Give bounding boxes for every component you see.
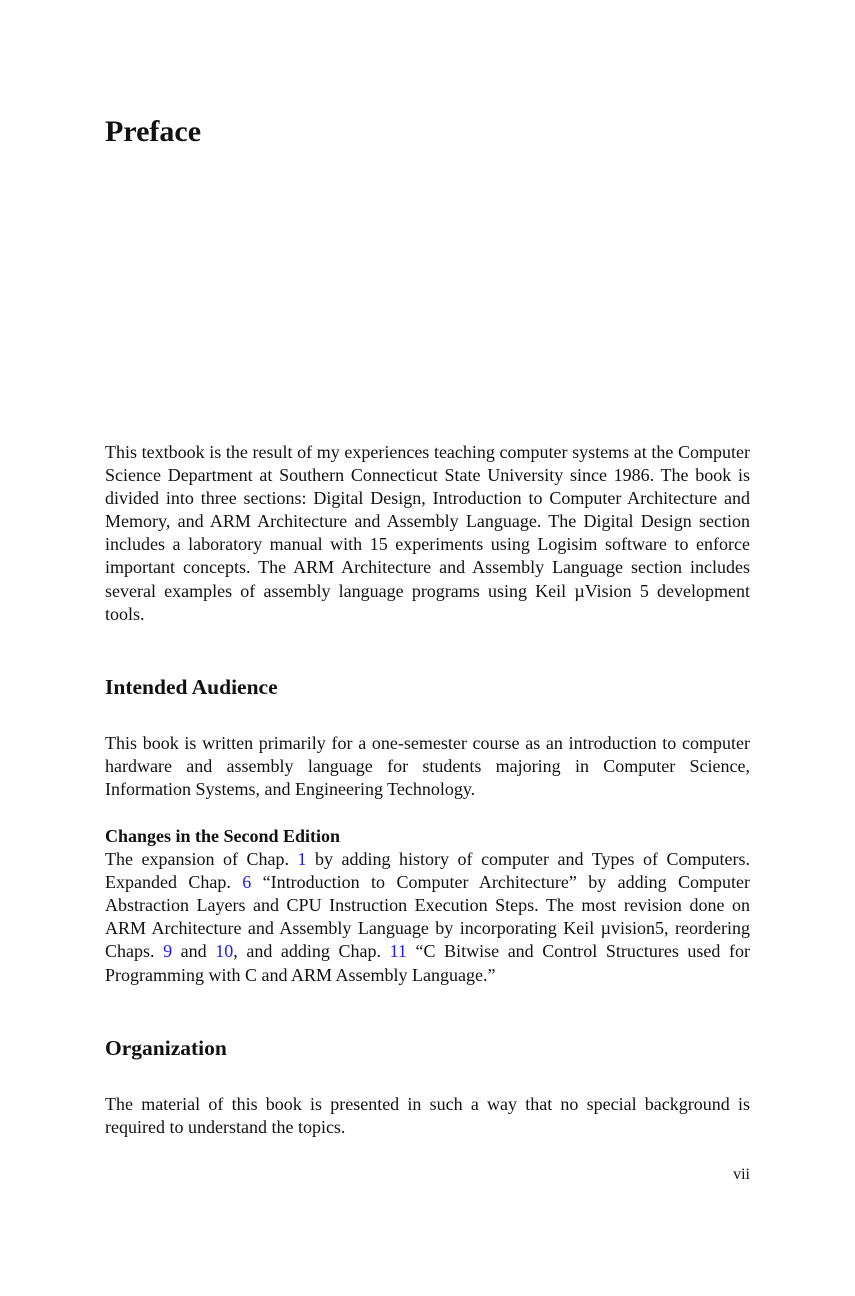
chapter-1-link[interactable]: 1 [297, 849, 307, 870]
intro-section [105, 441, 750, 626]
audience-section [105, 732, 750, 801]
changes-text-4: and [172, 941, 216, 962]
changes-section [105, 825, 750, 987]
changes-heading: Changes in the Second Edition [105, 826, 341, 846]
page-number: vii [733, 1166, 750, 1183]
changes-text-5: , and adding Chap. [233, 941, 390, 962]
audience-paragraph: This book is written primarily for a one-semester course as an introduction to computer hardware and assembly language for students majoring in Computer Science, Information Systems, and Engineering Technology. [105, 733, 750, 800]
audience-section-heading-wrap [105, 673, 750, 701]
chapter-10-link[interactable]: 10 [215, 941, 234, 962]
changes-paragraph [105, 848, 750, 987]
changes-text-2: by adding history of computer and Types of Computers. Expanded Chap. [105, 849, 750, 893]
changes-text-1: The expansion of Chap. [105, 849, 298, 870]
chapter-9-link[interactable]: 9 [163, 941, 173, 962]
chapter-6-link[interactable]: 6 [242, 872, 252, 893]
organization-heading-wrap [105, 1034, 750, 1062]
changes-text-3: “Introduction to Computer Architecture” by adding Computer Abstraction Layers and CPU Instruction Execution Steps. The most revision done on ARM Architecture and Assembly Language by incorporating Keil µvision5, reordering Chaps. [105, 872, 750, 962]
intro-paragraph: This textbook is the result of my experiences teaching computer systems at the Computer Science Department at Southern Connecticut State University since 1986. The book is divided into three sections: Digital Design, Introduction to Computer Architecture and Memory, and ARM Architecture and Assembly Language. The Digital Design section includes a laboratory manual with 15 experiments using Logisim software to enforce important concepts. The ARM Architecture and Assembly Language section includes several examples of assembly language programs using Keil µVision 5 development tools. [105, 442, 750, 624]
organization-section [105, 1093, 750, 1139]
organization-paragraph: The material of this book is presented in such a way that no special background is required to understand the topics. [105, 1094, 750, 1138]
changes-text-6: “C Bitwise and Control Structures used for Programming with C and ARM Assembly Language.” [105, 941, 750, 985]
audience-heading: Intended Audience [105, 675, 278, 699]
page-title: Preface [105, 115, 202, 148]
chapter-11-link[interactable]: 11 [389, 941, 407, 962]
organization-heading: Organization [105, 1036, 227, 1060]
